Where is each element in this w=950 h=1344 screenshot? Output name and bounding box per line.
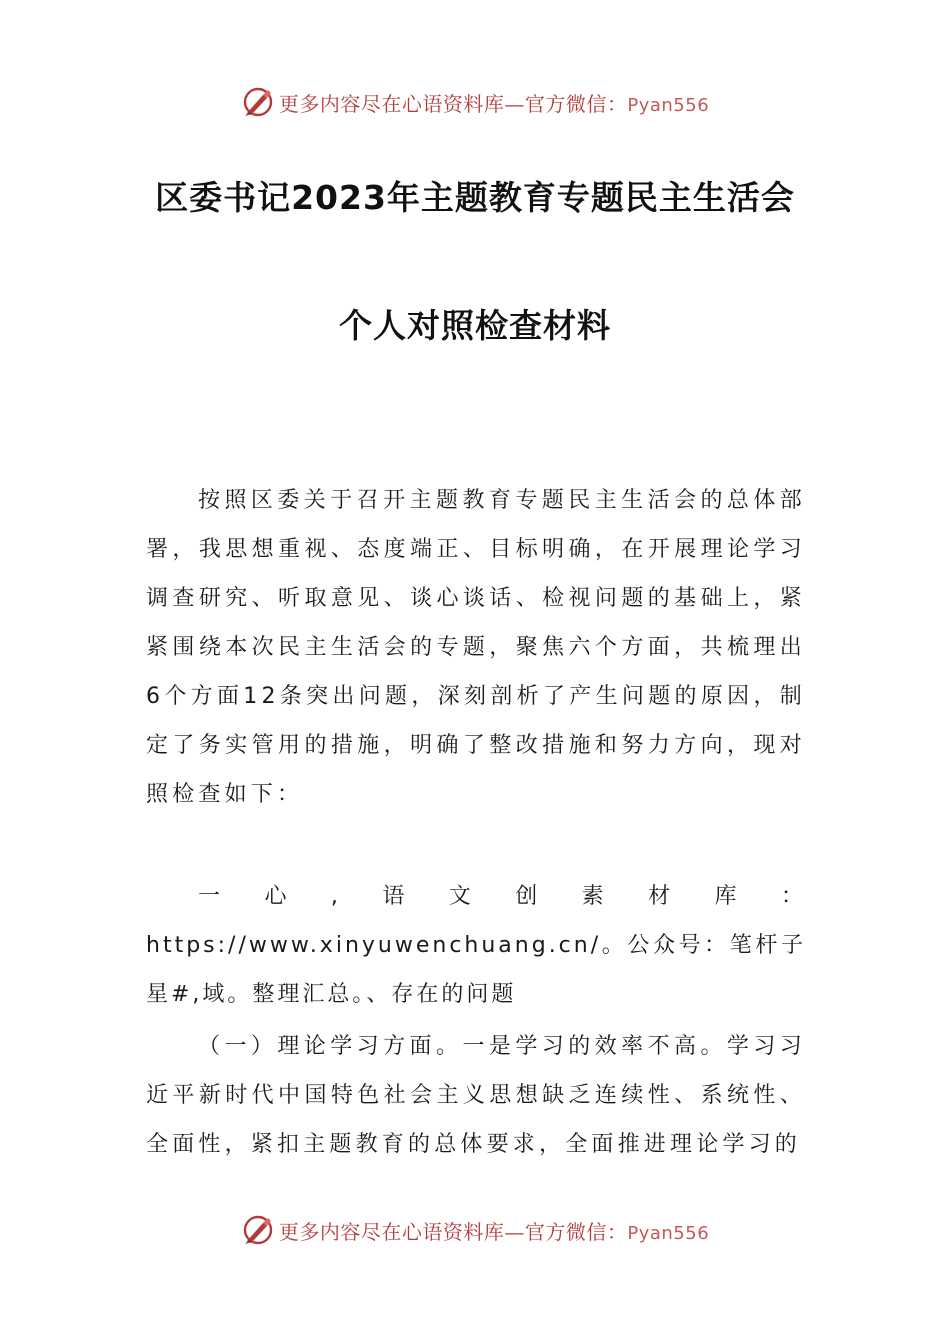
paragraph-theory-study: （一）理论学习方面。一是学习的效率不高。学习习近平新时代中国特色社会主义思想缺乏连续性、系统性、全面性，紧扣主题教育的总体要求，全面推进理论学习的: [146, 1034, 806, 1157]
header-watermark-banner: [0, 80, 950, 124]
footer-watermark-banner: [0, 1208, 950, 1252]
banner-text: 更多内容尽在心语资料库—官方微信：Pyan556: [278, 1219, 710, 1244]
document-title-line1: 区委书记2023年主题教育专题民主生活会: [155, 178, 795, 217]
paragraph-intro: 按照区委关于召开主题教育专题民主生活会的总体部署，我思想重视、态度端正、目标明确，在开展理论学习调查研究、听取意见、谈心谈话、检视问题的基础上，紧紧围绕本次民主生活会的专题，聚焦六个方面，共梳理出6个方面12条突出问题，深刻剖析了产生问题的原因，制定了务实管用的措施，明确了整改措施和努力方向，现对照检查如下：: [146, 488, 806, 807]
document-title-line2: 个人对照检查材料: [339, 306, 611, 345]
banner-text: 更多内容尽在心语资料库—官方微信：Pyan556: [278, 91, 710, 116]
banner-wechat-id: Pyan556: [627, 94, 710, 116]
banner-wechat-id: Pyan556: [627, 1222, 710, 1244]
pen-logo-icon: [241, 1213, 275, 1247]
paragraph-section-heading: 一心,语文创素材库：https://www.xinyuwenchuang.cn/。公众号：笔杆子星#,域。整理汇总。、存在的问题: [146, 884, 806, 1007]
pen-logo-icon: [241, 85, 275, 119]
